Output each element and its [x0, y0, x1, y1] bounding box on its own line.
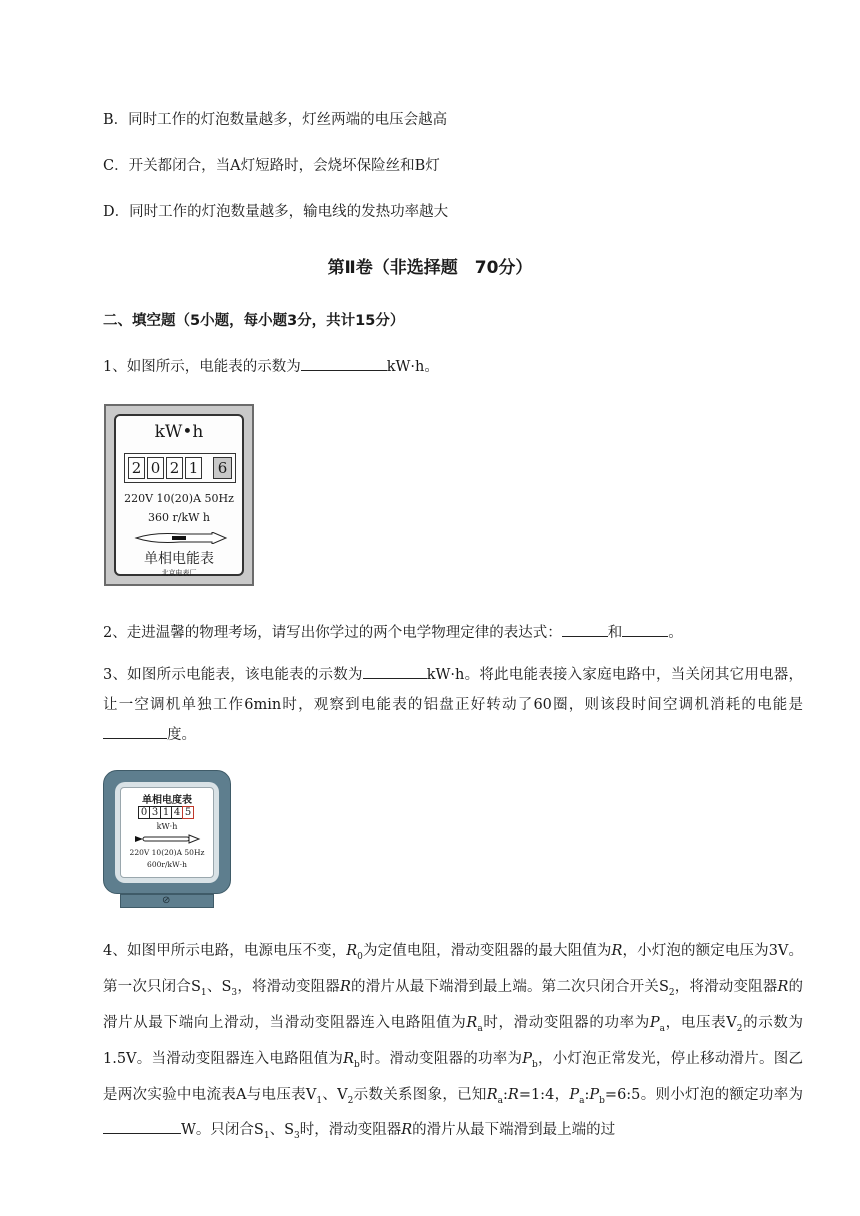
q4-text: 的滑片从最下端滑到最上端。第二次只闭合开关S: [350, 978, 669, 995]
q4-text: ，小灯泡正常发光，停止移动滑片。图乙是两次实验中电流表A与电压表V: [103, 1050, 804, 1103]
meter-decimal-digit: 5: [182, 806, 194, 819]
q4-subscript: 2: [736, 1023, 743, 1034]
q4-text: 时，滑动变阻器的功率为: [482, 1014, 650, 1031]
q4-symbol: R: [777, 978, 789, 995]
meter-unit-label: kW·h: [156, 822, 178, 831]
meter-digit-window: [138, 806, 193, 819]
q4-text: :: [584, 1086, 590, 1103]
q3-text-3: 度。: [167, 727, 196, 743]
q4-symbol: R: [343, 1050, 355, 1067]
q4-text: 时，滑动变阻器: [299, 1122, 402, 1139]
q4-subscript: b: [354, 1059, 360, 1070]
answer-blank: [363, 662, 427, 679]
answer-blank: [622, 620, 668, 637]
q4-subscript: 3: [231, 987, 238, 998]
q4-symbol: P: [649, 1014, 660, 1031]
q4-subscript: 1: [200, 987, 207, 998]
q4-symbol: R: [401, 1122, 413, 1139]
question-1: [103, 354, 439, 376]
q4-subscript: b: [531, 1059, 538, 1070]
q4-text: 示数关系图象，已知: [353, 1086, 487, 1103]
meter-name: 单相电度表: [142, 795, 192, 806]
q4-text: 4、如图甲所示电路，电源电压不变，: [103, 943, 347, 959]
q4-subscript: a: [477, 1023, 483, 1034]
meter-face: [114, 414, 244, 576]
option-b: B．同时工作的灯泡数量越多，灯丝两端的电压会越高: [103, 112, 448, 128]
rotating-disc-arrow-icon: [135, 834, 201, 844]
q4-symbol: R: [466, 1014, 478, 1031]
q4-subscript: a: [497, 1095, 503, 1106]
meter-constant: 360 r/kW h: [147, 511, 210, 524]
answer-blank: [301, 354, 387, 371]
q4-subscript: b: [599, 1095, 605, 1106]
electric-meter-figure-2: [103, 770, 233, 910]
section-heading: 二、填空题（5小题，每小题3分，共计15分）: [103, 313, 405, 329]
q4-symbol: R: [346, 943, 358, 959]
q4-text: 的滑片从最下端向上滑动，当滑动变阻器连入电路阻值为: [103, 978, 804, 1031]
answer-blank: [562, 620, 608, 637]
q4-subscript: a: [579, 1095, 585, 1106]
q4-subscript: 0: [357, 951, 363, 962]
meter-digit: 1: [160, 806, 172, 819]
option-c: C．开关都闭合，当A灯短路时，会烧坏保险丝和B灯: [103, 158, 440, 174]
meter-constant: 600r/kW·h: [147, 860, 187, 869]
meter-digit: 3: [149, 806, 161, 819]
q4-text: 、S: [206, 978, 232, 995]
q4-symbol: P: [522, 1050, 532, 1067]
meter-decimal-digit: 6: [213, 457, 232, 479]
section-title: 第Ⅱ卷（非选择题 70分）: [327, 258, 533, 278]
meter-rating: 220V 10(20)A 50Hz: [124, 492, 234, 505]
q4-subscript: 1: [263, 1131, 270, 1142]
meter-face: [120, 787, 214, 878]
q1-unit: kW·h。: [386, 359, 439, 375]
meter-maker: 北京电表厂: [161, 569, 197, 577]
q4-text: 为定值电阻，滑动变阻器的最大阻值为: [362, 943, 612, 959]
q4-text: =6:5。则小灯泡的额定功率为: [604, 1086, 803, 1103]
meter-digit: 2: [166, 457, 183, 479]
q4-text: ，将滑动变阻器: [674, 978, 778, 995]
q4-symbol: R: [339, 978, 351, 995]
q1-text: 1、如图所示，电能表的示数为: [103, 359, 301, 375]
meter-rating: 220V 10(20)A 50Hz: [129, 848, 205, 857]
meter-digit: 0: [138, 806, 150, 819]
meter-terminal-cover: [120, 894, 214, 908]
terminal-screw-icon: ⊘: [162, 895, 171, 906]
q4-text: ，电压表V: [665, 1014, 737, 1031]
q4-subscript: 3: [294, 1131, 300, 1142]
meter-digit: 0: [147, 457, 164, 479]
q4-symbol: P: [589, 1086, 600, 1103]
q4-subscript: 1: [316, 1095, 323, 1106]
meter-name: 单相电能表: [144, 551, 214, 567]
q4-subscript: 2: [347, 1095, 354, 1106]
q2-connector: 和: [607, 625, 623, 641]
question-2: [103, 620, 683, 642]
electric-meter-figure-1: [104, 404, 254, 586]
q4-symbol: P: [569, 1086, 580, 1103]
q3-text-2: kW·h。将此电能表接入家庭电路中，当关闭其它用电器，让一空调机单独工作6min时，观察到电能表的铝盘正好转动了60圈，则该段时间空调机消耗的电能是: [103, 667, 803, 713]
q4-subscript: 2: [668, 987, 675, 998]
q4-symbol: R: [507, 1086, 519, 1103]
q4-text: W。只闭合S: [181, 1122, 264, 1139]
q4-text: 时。滑动变阻器的功率为: [359, 1050, 523, 1067]
q4-text: :: [503, 1086, 508, 1103]
meter-housing: [103, 770, 231, 894]
q4-text: =1:4，: [518, 1086, 570, 1103]
meter-digit-window: [124, 453, 236, 483]
meter-unit-label: kW•h: [154, 422, 204, 442]
q2-end: 。: [668, 625, 683, 641]
rotating-disc-arrow-icon: [134, 532, 228, 544]
q2-text: 2、走进温馨的物理考场，请写出你学过的两个电学物理定律的表达式：: [103, 625, 562, 641]
q4-symbol: R: [486, 1086, 498, 1103]
q4-text: 、V: [322, 1086, 348, 1103]
meter-digit: 4: [171, 806, 183, 819]
q4-text: 、S: [269, 1122, 295, 1139]
answer-blank: [103, 1117, 181, 1134]
question-3: [103, 660, 803, 750]
q4-subscript: a: [659, 1023, 666, 1034]
q3-text-1: 3、如图所示电能表，该电能表的示数为: [103, 667, 363, 683]
option-d: D．同时工作的灯泡数量越多，输电线的发热功率越大: [103, 204, 449, 220]
q4-text: ，将滑动变阻器: [237, 978, 340, 995]
meter-bezel: [115, 782, 219, 883]
answer-blank: [103, 722, 167, 739]
meter-digit: 1: [185, 457, 202, 479]
q4-text: 的示数为1.5V。当滑动变阻器连入电路阻值为: [103, 1014, 804, 1067]
q4-text: ，小灯泡的额定电压为3V。第一次只闭合S: [103, 943, 804, 995]
q4-text: 的滑片从最下端滑到最上端的过: [412, 1122, 616, 1139]
meter-digit: 2: [128, 457, 145, 479]
question-4: [103, 936, 803, 1151]
q4-symbol: R: [611, 943, 623, 959]
